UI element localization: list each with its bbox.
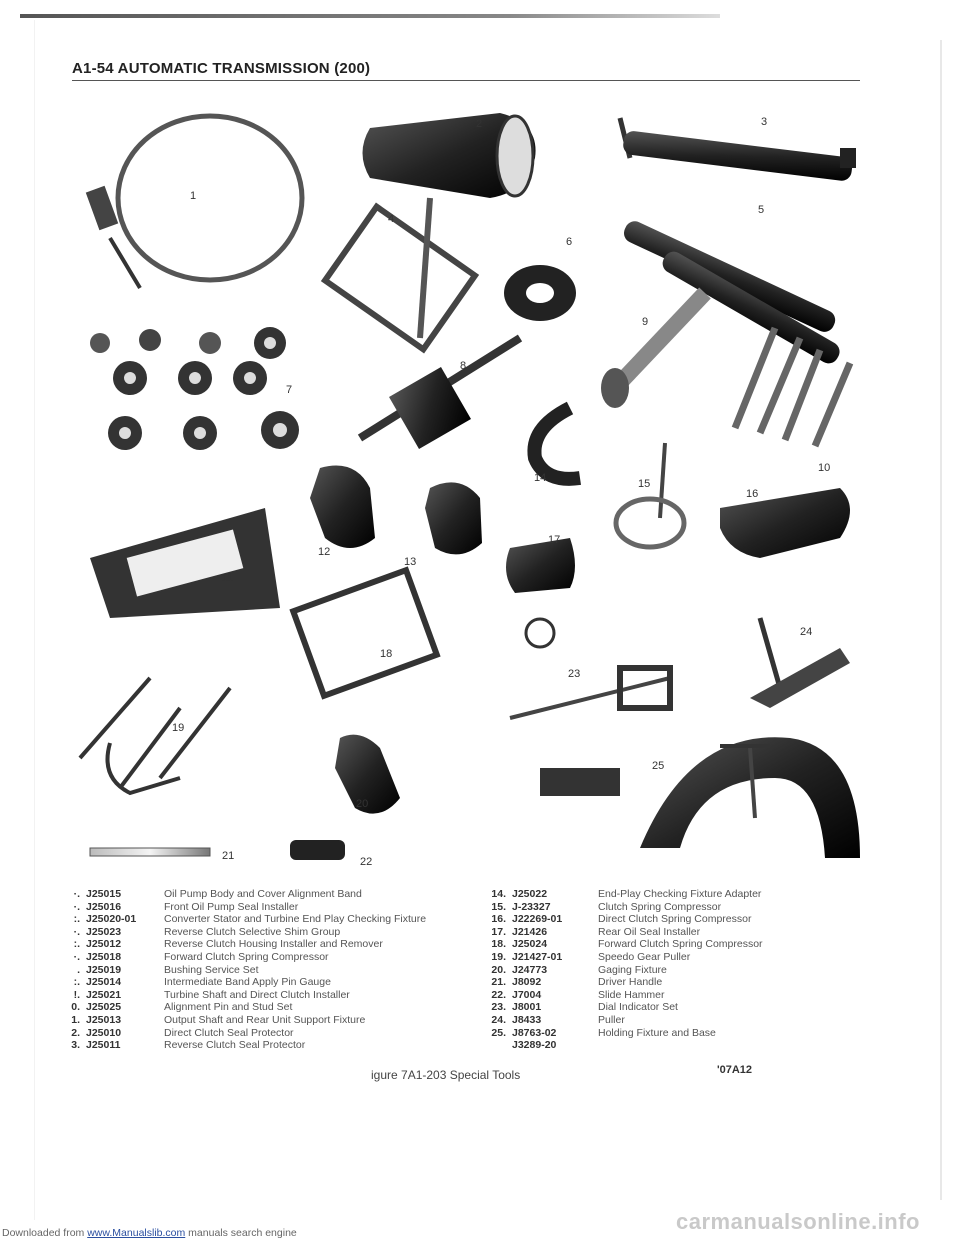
legend-part: J8763-02 <box>512 1026 557 1039</box>
figure-number-11: 11 <box>222 572 234 584</box>
legend-idx: 1. <box>71 1013 80 1026</box>
legend-part: J25011 <box>86 1039 121 1052</box>
legend-idx: 20. <box>491 963 506 976</box>
legend-row <box>60 1039 426 1052</box>
watermark: carmanualsonline.info <box>676 1209 920 1234</box>
figure-number-17: 17 <box>548 534 561 546</box>
figure-number-4: 4 <box>388 213 395 225</box>
footer-suffix: manuals search engine <box>185 1227 297 1239</box>
legend-idx: 24. <box>491 1013 506 1026</box>
legend-idx: :. <box>73 913 80 926</box>
legend-part: J22269-01 <box>512 913 563 926</box>
figure-number-24: 24 <box>800 626 813 638</box>
tool-2-seal-installer <box>363 113 536 198</box>
legend-part: J25024 <box>512 938 548 951</box>
legend-part: J25021 <box>86 988 122 1001</box>
tool-11-support-fixture <box>90 508 280 618</box>
legend-row <box>60 901 426 914</box>
figure-number-10: 10 <box>818 462 831 474</box>
tool-19-speedo-gear-puller <box>80 678 230 793</box>
legend-row <box>486 1001 763 1014</box>
legend-desc: Oil Pump Body and Cover Alignment Band <box>164 888 362 900</box>
legend-part: J25015 <box>86 888 122 900</box>
figure-number-5: 5 <box>758 204 765 216</box>
legend-row <box>60 964 426 977</box>
legend-desc: Clutch Spring Compressor <box>598 900 722 913</box>
legend-idx: 19. <box>491 950 506 963</box>
legend-desc: Slide Hammer <box>598 988 665 1001</box>
figure-number-15: 15 <box>638 478 651 490</box>
tool-22-slide-hammer <box>290 840 345 860</box>
legend-desc: Direct Clutch Seal Protector <box>164 1026 294 1039</box>
footer-text <box>2 1227 297 1239</box>
tool-4-reverse-clutch-tool <box>325 198 475 349</box>
figure-number-19: 19 <box>172 722 185 734</box>
legend-desc: Speedo Gear Puller <box>598 950 691 963</box>
legend-row <box>486 951 763 964</box>
legend-idx: :. <box>73 938 80 951</box>
manualslib-link[interactable]: www.Manualslib.com <box>87 1227 186 1239</box>
legend-row <box>486 901 763 914</box>
figure-number-9: 9 <box>642 316 649 328</box>
tool-16-direct-clutch-compressor <box>720 488 850 558</box>
legend-desc: Bushing Service Set <box>164 963 259 976</box>
legend-part: J25013 <box>86 1013 122 1026</box>
figure-caption: igure 7A1-203 Special Tools <box>371 1068 521 1082</box>
figure-number-25: 25 <box>652 760 665 772</box>
figure-number-20: 20 <box>356 798 369 810</box>
legend-desc: Puller <box>598 1013 625 1026</box>
figure-number-1: 1 <box>190 190 197 202</box>
figure-number-18: 18 <box>380 648 393 660</box>
tool-6-ring <box>504 265 576 321</box>
legend-part: J25023 <box>86 925 122 938</box>
figure-number-14: 14 <box>534 472 547 484</box>
tool-8-pin-gauge <box>360 338 520 449</box>
figure-number-16: 16 <box>746 488 759 500</box>
legend-idx: ·. <box>73 888 80 900</box>
tool-1-alignment-band <box>86 116 302 288</box>
tool-21-driver-handle <box>90 848 210 856</box>
legend-part: J21426 <box>512 925 548 938</box>
tool-9-turbine-shaft-installer <box>601 293 705 408</box>
figure-number-13: 13 <box>404 556 417 568</box>
legend-row <box>60 913 426 926</box>
legend-idx: ·. <box>73 950 80 963</box>
header-rule <box>72 80 860 81</box>
legend-row <box>60 938 426 951</box>
page-header: A1-54 AUTOMATIC TRANSMISSION (200) <box>72 60 371 77</box>
legend-part: J8001 <box>512 1001 542 1014</box>
legend-row <box>60 1001 426 1014</box>
figure-number-3: 3 <box>761 116 768 128</box>
legend-desc: Reverse Clutch Housing Installer and Remover <box>164 938 383 951</box>
legend-part: J7004 <box>512 988 542 1001</box>
legend-part: J21427-01 <box>512 950 563 963</box>
tool-7-bushing-set <box>90 327 299 450</box>
legend-idx: 15. <box>491 900 506 913</box>
legend-idx: 22. <box>491 988 506 1001</box>
legend-row <box>486 926 763 939</box>
figure-number-7: 7 <box>286 384 293 396</box>
figure-code: '07A12 <box>717 1064 753 1076</box>
legend-idx: 18. <box>491 938 506 951</box>
legend-row <box>60 888 426 901</box>
legend-part: J24773 <box>512 963 548 976</box>
legend-row <box>60 951 426 964</box>
figure-number-21: 21 <box>222 850 235 862</box>
legend-idx: :. <box>73 976 80 989</box>
legend-part: J25018 <box>86 950 122 963</box>
legend-desc: Rear Oil Seal Installer <box>598 925 701 938</box>
page-edge-left <box>34 20 35 1220</box>
legend-idx: !. <box>73 988 80 1001</box>
legend-part: J25025 <box>86 1001 122 1014</box>
legend-part: J25019 <box>86 963 122 976</box>
legend-row <box>486 964 763 977</box>
legend-idx: 0. <box>71 1001 80 1014</box>
legend-desc: Converter Stator and Turbine End Play Checking Fixture <box>164 913 427 926</box>
tool-23-dial-indicator-set <box>510 619 670 718</box>
legend-row <box>60 989 426 1002</box>
tool-14-end-play-adapter <box>534 408 580 479</box>
special-tools-figure <box>70 88 870 878</box>
figure-number-6: 6 <box>566 236 573 248</box>
tool-25-holding-fixture <box>540 737 860 858</box>
legend-desc: Forward Clutch Spring Compressor <box>598 938 763 951</box>
footer-prefix: Downloaded from <box>2 1227 88 1239</box>
legend-desc: Front Oil Pump Seal Installer <box>164 900 299 913</box>
tool-13-reverse-clutch-seal-protector <box>425 482 482 554</box>
legend-idx: 17. <box>491 925 506 938</box>
legend-part: J8092 <box>512 976 542 989</box>
legend-row <box>60 976 426 989</box>
legend-desc: Holding Fixture and Base <box>598 1026 716 1039</box>
legend-part: J25010 <box>86 1026 122 1039</box>
legend-idx: 25. <box>491 1026 506 1039</box>
legend-left <box>60 888 426 1052</box>
tool-15-clutch-spring-compressor <box>616 443 684 547</box>
legend-desc: Turbine Shaft and Direct Clutch Installer <box>164 988 350 1001</box>
legend-idx: . <box>77 963 80 976</box>
legend-row <box>486 1027 763 1040</box>
legend-row <box>486 913 763 926</box>
legend-part: J25012 <box>86 938 122 951</box>
legend-idx: 23. <box>491 1001 506 1014</box>
legend-desc: Reverse Clutch Seal Protector <box>164 1039 306 1052</box>
top-scan-bar <box>20 14 720 18</box>
legend-desc: Dial Indicator Set <box>598 1001 678 1014</box>
legend-desc: Reverse Clutch Selective Shim Group <box>164 925 341 938</box>
page-edge-right <box>940 40 942 1200</box>
legend-desc: Forward Clutch Spring Compressor <box>164 950 329 963</box>
legend-idx: 2. <box>71 1026 80 1039</box>
legend-desc: Driver Handle <box>598 976 663 989</box>
figure-number-2: 2 <box>476 118 483 130</box>
legend-row <box>60 1027 426 1040</box>
legend-row <box>486 1039 763 1052</box>
legend-idx <box>486 1039 506 1052</box>
legend-desc: Output Shaft and Rear Unit Support Fixture <box>164 1013 366 1026</box>
legend-idx: ·. <box>73 900 80 913</box>
figure-number-22: 22 <box>360 856 373 868</box>
legend-row <box>486 938 763 951</box>
legend-desc: Direct Clutch Spring Compressor <box>598 913 752 926</box>
legend-row <box>486 1014 763 1027</box>
tool-3-checking-fixture <box>620 118 856 182</box>
legend-idx: ·. <box>73 925 80 938</box>
legend-row <box>486 976 763 989</box>
legend-right <box>486 888 763 1052</box>
legend-part: J3289-20 <box>512 1039 557 1052</box>
legend-part: J25022 <box>512 888 548 900</box>
legend-part: J-23327 <box>512 900 551 913</box>
tool-12-direct-clutch-seal-protector <box>310 466 375 549</box>
legend-row <box>60 1014 426 1027</box>
legend-desc: Gaging Fixture <box>598 963 667 976</box>
legend-part: J25014 <box>86 976 122 989</box>
legend-row <box>486 989 763 1002</box>
footer <box>0 1209 960 1242</box>
legend-desc: End-Play Checking Fixture Adapter <box>598 888 762 900</box>
tool-18-forward-clutch-compressor <box>293 570 437 696</box>
legend-desc: Intermediate Band Apply Pin Gauge <box>164 976 331 989</box>
legend-row <box>486 888 763 901</box>
legend-idx: 3. <box>71 1039 80 1052</box>
legend-part: J8433 <box>512 1013 542 1026</box>
tool-17-rear-oil-seal-installer <box>506 538 575 593</box>
legend-desc: Alignment Pin and Stud Set <box>164 1001 293 1014</box>
legend-idx: 14. <box>491 888 506 900</box>
legend-part: J25016 <box>86 900 122 913</box>
legend-row <box>60 926 426 939</box>
figure-number-23: 23 <box>568 668 581 680</box>
figure-number-8: 8 <box>460 360 467 372</box>
legend-part: J25020-01 <box>86 913 137 926</box>
figure-number-12: 12 <box>318 546 331 558</box>
legend-idx: 16. <box>491 913 506 926</box>
legend-idx: 21. <box>491 976 506 989</box>
